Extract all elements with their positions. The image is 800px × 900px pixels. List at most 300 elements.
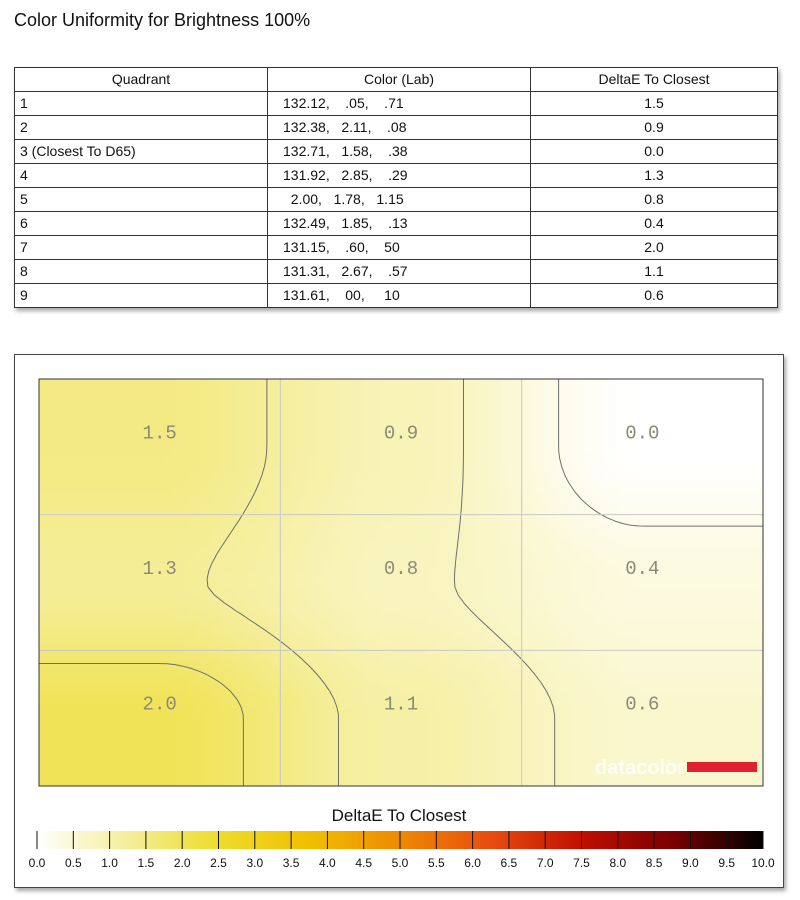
heat-pixel	[141, 379, 148, 386]
heat-pixel	[363, 457, 370, 464]
heat-pixel	[171, 619, 178, 626]
heat-pixel	[555, 595, 562, 602]
heat-pixel	[591, 439, 598, 446]
heat-pixel	[117, 403, 124, 410]
heat-pixel	[657, 595, 664, 602]
heat-pixel	[399, 451, 406, 458]
heat-pixel	[141, 619, 148, 626]
heat-pixel	[81, 391, 88, 398]
heat-pixel	[657, 583, 664, 590]
heat-pixel	[513, 583, 520, 590]
heat-pixel	[171, 535, 178, 542]
heat-pixel	[123, 601, 130, 608]
heat-pixel	[39, 529, 46, 536]
heat-pixel	[333, 403, 340, 410]
heat-pixel	[363, 493, 370, 500]
heat-pixel	[255, 553, 262, 560]
heat-pixel	[441, 541, 448, 548]
heat-pixel	[657, 403, 664, 410]
heat-pixel	[69, 535, 76, 542]
heat-pixel	[201, 397, 208, 404]
heat-pixel	[63, 601, 70, 608]
heat-pixel	[465, 433, 472, 440]
heat-pixel	[69, 577, 76, 584]
lab-cell: 131.31, 2.67, .57	[268, 260, 531, 284]
heat-pixel	[213, 565, 220, 572]
heat-pixel	[525, 553, 532, 560]
heat-pixel	[291, 463, 298, 470]
heat-pixel	[489, 607, 496, 614]
heat-pixel	[69, 397, 76, 404]
heat-pixel	[615, 571, 622, 578]
heat-pixel	[645, 451, 652, 458]
heat-pixel	[405, 547, 412, 554]
heat-pixel	[45, 541, 52, 548]
heat-pixel	[63, 397, 70, 404]
heat-pixel	[705, 493, 712, 500]
heat-pixel	[657, 475, 664, 482]
heat-pixel	[369, 433, 376, 440]
heat-pixel	[441, 421, 448, 428]
heat-pixel	[441, 505, 448, 512]
heat-pixel	[129, 535, 136, 542]
heat-pixel	[99, 379, 106, 386]
heat-pixel	[345, 457, 352, 464]
heat-pixel	[741, 391, 748, 398]
heat-pixel	[501, 451, 508, 458]
heat-pixel	[405, 397, 412, 404]
heat-pixel	[51, 505, 58, 512]
heat-pixel	[579, 469, 586, 476]
heat-pixel	[591, 583, 598, 590]
heat-pixel	[435, 607, 442, 614]
heat-pixel	[369, 457, 376, 464]
heat-pixel	[741, 451, 748, 458]
heat-pixel	[303, 619, 310, 626]
heat-pixel	[135, 409, 142, 416]
heat-pixel	[135, 391, 142, 398]
heat-pixel	[93, 439, 100, 446]
heat-pixel	[129, 385, 136, 392]
heat-pixel	[465, 445, 472, 452]
heat-pixel	[249, 385, 256, 392]
heat-pixel	[273, 529, 280, 536]
heat-pixel	[207, 397, 214, 404]
heat-pixel	[561, 607, 568, 614]
heat-pixel	[123, 469, 130, 476]
heat-pixel	[591, 547, 598, 554]
heat-pixel	[693, 409, 700, 416]
heat-pixel	[717, 553, 724, 560]
heat-pixel	[663, 577, 670, 584]
heat-pixel	[597, 577, 604, 584]
heat-pixel	[459, 535, 466, 542]
heat-pixel	[357, 463, 364, 470]
heat-pixel	[447, 607, 454, 614]
heat-pixel	[219, 583, 226, 590]
heat-pixel	[357, 427, 364, 434]
heat-pixel	[543, 445, 550, 452]
heat-pixel	[375, 469, 382, 476]
heat-pixel	[741, 379, 748, 386]
heat-pixel	[741, 439, 748, 446]
heat-pixel	[525, 589, 532, 596]
heat-pixel	[189, 403, 196, 410]
heat-pixel	[63, 529, 70, 536]
heat-pixel	[567, 409, 574, 416]
heat-pixel	[483, 517, 490, 524]
heat-pixel	[129, 619, 136, 626]
heat-pixel	[483, 583, 490, 590]
heat-pixel	[363, 475, 370, 482]
heat-pixel	[405, 529, 412, 536]
heat-pixel	[273, 481, 280, 488]
heat-pixel	[441, 499, 448, 506]
page-title: Color Uniformity for Brightness 100%	[14, 10, 311, 30]
heat-pixel	[549, 421, 556, 428]
heat-pixel	[519, 607, 526, 614]
heat-pixel	[387, 535, 394, 542]
heat-pixel	[597, 559, 604, 566]
heat-pixel	[207, 463, 214, 470]
heat-pixel	[195, 601, 202, 608]
heat-pixel	[375, 445, 382, 452]
heat-pixel	[573, 547, 580, 554]
heat-pixel	[285, 541, 292, 548]
heat-pixel	[489, 559, 496, 566]
heat-pixel	[93, 469, 100, 476]
heat-pixel	[45, 517, 52, 524]
heat-pixel	[255, 421, 262, 428]
heat-pixel	[255, 547, 262, 554]
heat-pixel	[579, 409, 586, 416]
heat-pixel	[117, 601, 124, 608]
heat-pixel	[663, 541, 670, 548]
heat-pixel	[315, 439, 322, 446]
heat-pixel	[351, 493, 358, 500]
heat-pixel	[663, 469, 670, 476]
heat-pixel	[99, 463, 106, 470]
heat-pixel	[327, 595, 334, 602]
heat-pixel	[123, 589, 130, 596]
heat-pixel	[687, 595, 694, 602]
heat-pixel	[711, 577, 718, 584]
heat-pixel	[219, 385, 226, 392]
heat-pixel	[99, 607, 106, 614]
heat-pixel	[669, 619, 676, 626]
heat-pixel	[213, 457, 220, 464]
heat-pixel	[189, 379, 196, 386]
heat-pixel	[303, 487, 310, 494]
heat-pixel	[237, 541, 244, 548]
heat-pixel	[297, 481, 304, 488]
heat-pixel	[57, 415, 64, 422]
heat-pixel	[51, 517, 58, 524]
heat-pixel	[165, 385, 172, 392]
heat-pixel	[531, 541, 538, 548]
heat-pixel	[507, 577, 514, 584]
heat-pixel	[543, 547, 550, 554]
heat-pixel	[111, 487, 118, 494]
heat-pixel	[447, 583, 454, 590]
heat-pixel	[651, 403, 658, 410]
heat-pixel	[225, 463, 232, 470]
heat-pixel	[297, 601, 304, 608]
heat-pixel	[399, 385, 406, 392]
heat-pixel	[651, 583, 658, 590]
heat-pixel	[39, 409, 46, 416]
heat-pixel	[561, 577, 568, 584]
heat-pixel	[399, 601, 406, 608]
heat-pixel	[453, 397, 460, 404]
heat-pixel	[357, 379, 364, 386]
heat-pixel	[303, 433, 310, 440]
heat-pixel	[669, 481, 676, 488]
heat-pixel	[63, 469, 70, 476]
heat-pixel	[243, 565, 250, 572]
heat-pixel	[639, 619, 646, 626]
heat-pixel	[351, 463, 358, 470]
heat-pixel	[633, 463, 640, 470]
heat-pixel	[597, 565, 604, 572]
heat-pixel	[411, 595, 418, 602]
heat-pixel	[345, 577, 352, 584]
heat-pixel	[117, 409, 124, 416]
heat-pixel	[561, 571, 568, 578]
heat-pixel	[225, 595, 232, 602]
heat-pixel	[273, 421, 280, 428]
heat-pixel	[549, 487, 556, 494]
heat-pixel	[315, 577, 322, 584]
heat-pixel	[165, 595, 172, 602]
heat-pixel	[477, 607, 484, 614]
heat-pixel	[171, 403, 178, 410]
heat-pixel	[735, 553, 742, 560]
heat-pixel	[555, 613, 562, 620]
heat-pixel	[363, 445, 370, 452]
heat-pixel	[87, 385, 94, 392]
heat-pixel	[495, 589, 502, 596]
heat-pixel	[267, 415, 274, 422]
heat-pixel	[711, 565, 718, 572]
heat-pixel	[309, 415, 316, 422]
heat-pixel	[219, 433, 226, 440]
heat-pixel	[513, 595, 520, 602]
heat-pixel	[741, 529, 748, 536]
heat-pixel	[225, 379, 232, 386]
heat-pixel	[183, 421, 190, 428]
heat-pixel	[543, 391, 550, 398]
heat-pixel	[375, 565, 382, 572]
heat-pixel	[135, 571, 142, 578]
heat-pixel	[585, 529, 592, 536]
heat-pixel	[81, 517, 88, 524]
heat-pixel	[351, 595, 358, 602]
heat-pixel	[351, 523, 358, 530]
heat-pixel	[393, 613, 400, 620]
heat-pixel	[45, 559, 52, 566]
heat-pixel	[705, 391, 712, 398]
heat-pixel	[687, 427, 694, 434]
heat-pixel	[687, 517, 694, 524]
heat-pixel	[231, 499, 238, 506]
heat-pixel	[519, 523, 526, 530]
heat-pixel	[537, 619, 544, 626]
heat-pixel	[663, 583, 670, 590]
heat-pixel	[147, 409, 154, 416]
heat-pixel	[441, 583, 448, 590]
heat-pixel	[231, 577, 238, 584]
heat-pixel	[57, 619, 64, 626]
heat-pixel	[483, 469, 490, 476]
heat-pixel	[351, 535, 358, 542]
heat-pixel	[753, 583, 760, 590]
heat-pixel	[63, 613, 70, 620]
heat-pixel	[699, 541, 706, 548]
heat-pixel	[555, 481, 562, 488]
heat-pixel	[195, 445, 202, 452]
heat-pixel	[495, 487, 502, 494]
heat-pixel	[483, 601, 490, 608]
heat-pixel	[711, 427, 718, 434]
heat-pixel	[429, 469, 436, 476]
heat-pixel	[753, 457, 760, 464]
heat-pixel	[699, 601, 706, 608]
heat-pixel	[303, 493, 310, 500]
heat-pixel	[453, 409, 460, 416]
heat-pixel	[501, 481, 508, 488]
heat-pixel	[231, 385, 238, 392]
heat-pixel	[465, 583, 472, 590]
heat-pixel	[735, 571, 742, 578]
heat-pixel	[717, 451, 724, 458]
heat-pixel	[57, 559, 64, 566]
heat-pixel	[459, 619, 466, 626]
heat-pixel	[645, 415, 652, 422]
heat-pixel	[573, 505, 580, 512]
heat-pixel	[57, 421, 64, 428]
heat-pixel	[57, 469, 64, 476]
heat-pixel	[495, 517, 502, 524]
heat-pixel	[237, 463, 244, 470]
heat-pixel	[273, 457, 280, 464]
heat-pixel	[339, 457, 346, 464]
heat-pixel	[591, 619, 598, 626]
heat-pixel	[483, 421, 490, 428]
heat-pixel	[663, 397, 670, 404]
heat-pixel	[141, 487, 148, 494]
heat-pixel	[747, 565, 754, 572]
heat-pixel	[207, 535, 214, 542]
heat-pixel	[267, 517, 274, 524]
heat-pixel	[645, 517, 652, 524]
heat-pixel	[495, 547, 502, 554]
heat-pixel	[615, 505, 622, 512]
heat-pixel	[153, 397, 160, 404]
heat-pixel	[543, 409, 550, 416]
heat-pixel	[543, 523, 550, 530]
heat-pixel	[711, 487, 718, 494]
heat-pixel	[525, 391, 532, 398]
heat-pixel	[519, 571, 526, 578]
heat-pixel	[597, 523, 604, 530]
heat-pixel	[69, 463, 76, 470]
heat-pixel	[729, 397, 736, 404]
heat-pixel	[639, 451, 646, 458]
heat-pixel	[561, 379, 568, 386]
heat-pixel	[585, 571, 592, 578]
heat-pixel	[369, 385, 376, 392]
heat-pixel	[99, 523, 106, 530]
heat-pixel	[45, 523, 52, 530]
heat-pixel	[177, 505, 184, 512]
heat-pixel	[441, 535, 448, 542]
heat-pixel	[723, 559, 730, 566]
heat-pixel	[99, 391, 106, 398]
heat-pixel	[399, 457, 406, 464]
heat-pixel	[147, 445, 154, 452]
heat-pixel	[99, 451, 106, 458]
heat-pixel	[405, 463, 412, 470]
heat-pixel	[297, 397, 304, 404]
heat-pixel	[357, 583, 364, 590]
heat-pixel	[333, 433, 340, 440]
heat-pixel	[117, 547, 124, 554]
heat-pixel	[165, 481, 172, 488]
heat-pixel	[99, 619, 106, 626]
heat-pixel	[537, 445, 544, 452]
heat-pixel	[285, 421, 292, 428]
heat-pixel	[357, 619, 364, 626]
heat-pixel	[183, 409, 190, 416]
heat-pixel	[153, 607, 160, 614]
heat-pixel	[663, 499, 670, 506]
heat-pixel	[393, 415, 400, 422]
heat-pixel	[45, 397, 52, 404]
heat-pixel	[87, 421, 94, 428]
heat-pixel	[603, 433, 610, 440]
heat-pixel	[417, 451, 424, 458]
heat-pixel	[411, 403, 418, 410]
heat-pixel	[219, 559, 226, 566]
heat-pixel	[93, 583, 100, 590]
heat-pixel	[663, 613, 670, 620]
heat-pixel	[507, 535, 514, 542]
heat-pixel	[231, 403, 238, 410]
heat-pixel	[681, 493, 688, 500]
heat-pixel	[729, 409, 736, 416]
heat-pixel	[453, 451, 460, 458]
heat-pixel	[429, 619, 436, 626]
heat-pixel	[753, 601, 760, 608]
heat-pixel	[327, 433, 334, 440]
heat-pixel	[723, 529, 730, 536]
heat-pixel	[693, 619, 700, 626]
heat-pixel	[705, 457, 712, 464]
heat-pixel	[273, 403, 280, 410]
heat-pixel	[741, 535, 748, 542]
heat-pixel	[471, 553, 478, 560]
heat-pixel	[195, 523, 202, 530]
heat-pixel	[501, 409, 508, 416]
heat-pixel	[93, 451, 100, 458]
heat-pixel	[351, 577, 358, 584]
heat-pixel	[387, 415, 394, 422]
heat-pixel	[87, 523, 94, 530]
heat-pixel	[237, 403, 244, 410]
heat-pixel	[417, 391, 424, 398]
heat-pixel	[249, 583, 256, 590]
